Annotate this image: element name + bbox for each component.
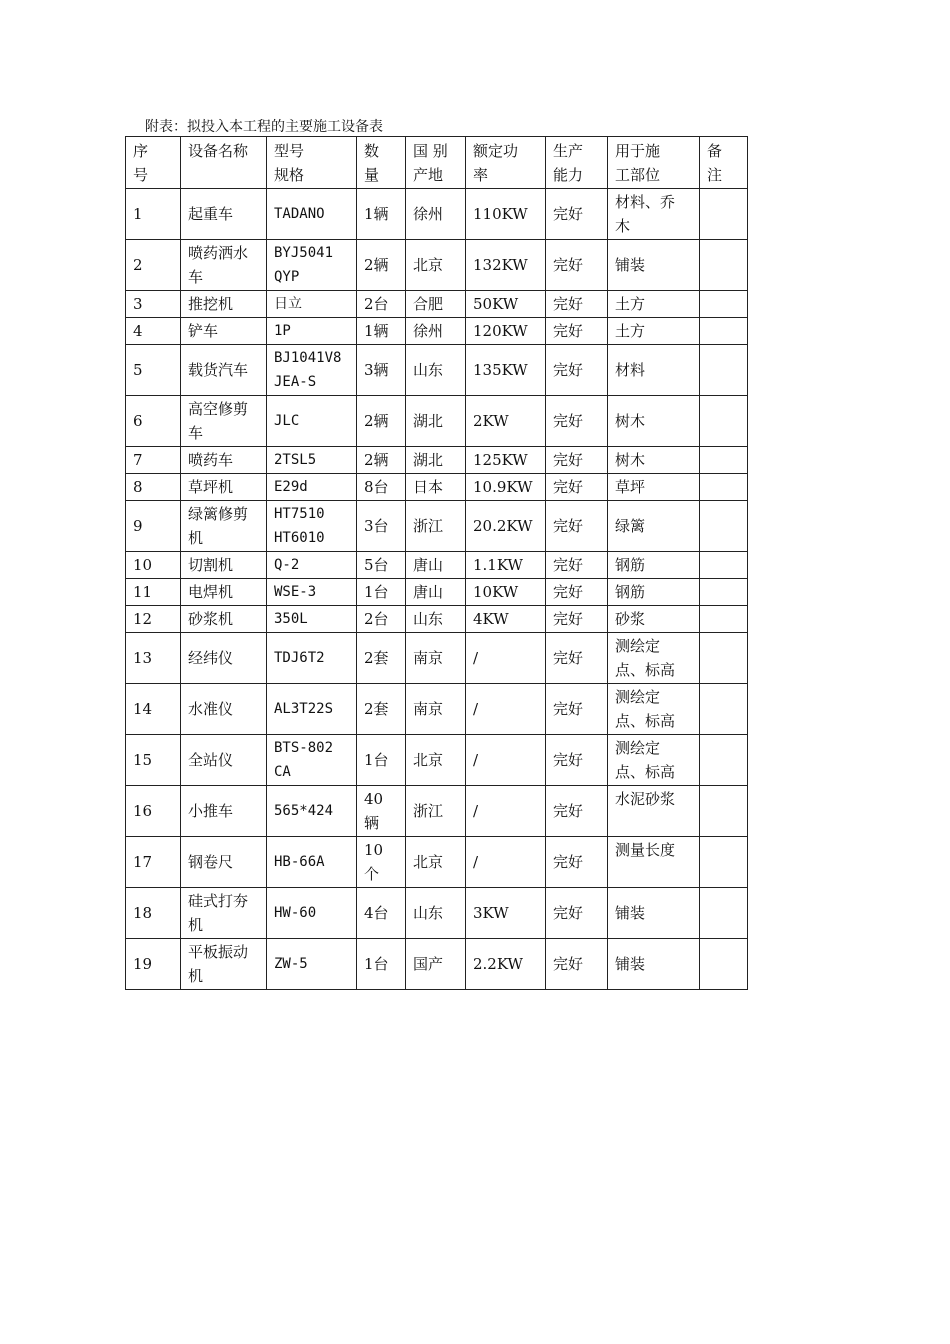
cell-power: 10KW: [466, 579, 546, 606]
cell-name: 推挖机: [181, 291, 267, 318]
table-row: [126, 606, 748, 633]
cell-name: 水准仪: [181, 684, 267, 735]
cell-power: 1.1KW: [466, 552, 546, 579]
table-caption: 附表：拟投入本工程的主要施工设备表: [145, 119, 383, 135]
cell-note: [700, 552, 748, 579]
cell-no: 18: [126, 888, 181, 939]
cell-no: 6: [126, 396, 181, 447]
table-row: [126, 552, 748, 579]
table-row: [126, 318, 748, 345]
cell-no: 8: [126, 474, 181, 501]
cell-note: [700, 345, 748, 396]
table-row: [126, 501, 748, 552]
cell-name: 切割机: [181, 552, 267, 579]
cell-power: 125KW: [466, 447, 546, 474]
cell-power: /: [466, 786, 546, 837]
cell-use: 土方: [608, 291, 700, 318]
header-use: 用于施 工部位: [608, 137, 700, 189]
cell-power: /: [466, 684, 546, 735]
cell-note: [700, 189, 748, 240]
cell-power: 2KW: [466, 396, 546, 447]
cell-origin: 徐州: [406, 189, 466, 240]
cell-spec: TADANO: [267, 189, 357, 240]
cell-no: 4: [126, 318, 181, 345]
cell-origin: 南京: [406, 684, 466, 735]
cell-name: 小推车: [181, 786, 267, 837]
cell-note: [700, 606, 748, 633]
cell-note: [700, 837, 748, 888]
cell-use: 测绘定 点、标高: [608, 684, 700, 735]
cell-origin: 北京: [406, 240, 466, 291]
table-row: [126, 291, 748, 318]
cell-no: 11: [126, 579, 181, 606]
cell-power: 132KW: [466, 240, 546, 291]
cell-power: /: [466, 633, 546, 684]
cell-note: [700, 888, 748, 939]
cell-name: 载货汽车: [181, 345, 267, 396]
cell-origin: 山东: [406, 606, 466, 633]
cell-name: 喷药车: [181, 447, 267, 474]
cell-spec: HW-60: [267, 888, 357, 939]
header-power: 额定功 率: [466, 137, 546, 189]
cell-use: 材料、乔 木: [608, 189, 700, 240]
cell-capacity: 完好: [546, 837, 608, 888]
cell-name: 经纬仪: [181, 633, 267, 684]
cell-qty: 2套: [357, 633, 406, 684]
cell-origin: 唐山: [406, 552, 466, 579]
cell-spec: ZW-5: [267, 939, 357, 990]
cell-name: 高空修剪 车: [181, 396, 267, 447]
cell-capacity: 完好: [546, 888, 608, 939]
table-row: [126, 189, 748, 240]
cell-origin: 国产: [406, 939, 466, 990]
cell-qty: 1辆: [357, 189, 406, 240]
cell-use: 测绘定 点、标高: [608, 633, 700, 684]
cell-qty: 1台: [357, 735, 406, 786]
cell-capacity: 完好: [546, 189, 608, 240]
cell-note: [700, 318, 748, 345]
table-row: [126, 396, 748, 447]
cell-spec: TDJ6T2: [267, 633, 357, 684]
cell-qty: 5台: [357, 552, 406, 579]
cell-note: [700, 786, 748, 837]
cell-capacity: 完好: [546, 735, 608, 786]
cell-capacity: 完好: [546, 240, 608, 291]
cell-note: [700, 447, 748, 474]
cell-qty: 1辆: [357, 318, 406, 345]
cell-note: [700, 240, 748, 291]
cell-spec: BTS-802 CA: [267, 735, 357, 786]
equipment-table: [125, 136, 748, 990]
cell-no: 2: [126, 240, 181, 291]
cell-spec: BYJ5041 QYP: [267, 240, 357, 291]
cell-no: 15: [126, 735, 181, 786]
cell-use: 测量长度: [608, 837, 700, 888]
cell-origin: 浙江: [406, 786, 466, 837]
cell-power: 2.2KW: [466, 939, 546, 990]
cell-power: 50KW: [466, 291, 546, 318]
cell-no: 12: [126, 606, 181, 633]
cell-qty: 2辆: [357, 447, 406, 474]
cell-spec: 1P: [267, 318, 357, 345]
cell-spec: HT7510 HT6010: [267, 501, 357, 552]
cell-name: 砂浆机: [181, 606, 267, 633]
cell-qty: 10 个: [357, 837, 406, 888]
cell-use: 树木: [608, 396, 700, 447]
cell-capacity: 完好: [546, 633, 608, 684]
table-row: [126, 939, 748, 990]
table-row: [126, 684, 748, 735]
header-qty: 数 量: [357, 137, 406, 189]
cell-capacity: 完好: [546, 939, 608, 990]
cell-note: [700, 939, 748, 990]
cell-name: 电焊机: [181, 579, 267, 606]
cell-capacity: 完好: [546, 318, 608, 345]
header-capacity: 生产 能力: [546, 137, 608, 189]
cell-name: 起重车: [181, 189, 267, 240]
cell-origin: 湖北: [406, 396, 466, 447]
cell-note: [700, 735, 748, 786]
header-row: [126, 137, 748, 189]
cell-qty: 2台: [357, 291, 406, 318]
cell-capacity: 完好: [546, 291, 608, 318]
cell-origin: 湖北: [406, 447, 466, 474]
cell-spec: 350L: [267, 606, 357, 633]
cell-note: [700, 291, 748, 318]
cell-spec: AL3T22S: [267, 684, 357, 735]
cell-use: 草坪: [608, 474, 700, 501]
cell-origin: 徐州: [406, 318, 466, 345]
table-row: [126, 345, 748, 396]
cell-use: 砂浆: [608, 606, 700, 633]
cell-use: 绿篱: [608, 501, 700, 552]
cell-no: 5: [126, 345, 181, 396]
cell-use: 铺装: [608, 240, 700, 291]
cell-origin: 日本: [406, 474, 466, 501]
cell-origin: 合肥: [406, 291, 466, 318]
cell-qty: 1台: [357, 939, 406, 990]
cell-origin: 北京: [406, 735, 466, 786]
cell-qty: 2辆: [357, 396, 406, 447]
cell-capacity: 完好: [546, 684, 608, 735]
cell-origin: 山东: [406, 345, 466, 396]
cell-capacity: 完好: [546, 396, 608, 447]
cell-no: 10: [126, 552, 181, 579]
cell-name: 草坪机: [181, 474, 267, 501]
cell-name: 平板振动 机: [181, 939, 267, 990]
cell-qty: 2台: [357, 606, 406, 633]
cell-qty: 1台: [357, 579, 406, 606]
table-row: [126, 579, 748, 606]
cell-no: 9: [126, 501, 181, 552]
table-row: [126, 888, 748, 939]
table-row: [126, 474, 748, 501]
cell-no: 7: [126, 447, 181, 474]
table-row: [126, 735, 748, 786]
cell-qty: 2辆: [357, 240, 406, 291]
header-no: 序 号: [126, 137, 181, 189]
cell-use: 钢筋: [608, 579, 700, 606]
cell-note: [700, 501, 748, 552]
table-row: [126, 240, 748, 291]
cell-qty: 8台: [357, 474, 406, 501]
cell-use: 铺装: [608, 888, 700, 939]
cell-capacity: 完好: [546, 786, 608, 837]
cell-capacity: 完好: [546, 447, 608, 474]
cell-qty: 4台: [357, 888, 406, 939]
cell-name: 铲车: [181, 318, 267, 345]
cell-capacity: 完好: [546, 552, 608, 579]
cell-use: 钢筋: [608, 552, 700, 579]
cell-spec: 日立: [267, 291, 357, 318]
header-spec: 型号 规格: [267, 137, 357, 189]
cell-spec: WSE-3: [267, 579, 357, 606]
cell-spec: HB-66A: [267, 837, 357, 888]
cell-spec: 2TSL5: [267, 447, 357, 474]
cell-note: [700, 579, 748, 606]
header-name: 设备名称: [181, 137, 267, 189]
table-row: [126, 786, 748, 837]
cell-name: 全站仪: [181, 735, 267, 786]
cell-power: 10.9KW: [466, 474, 546, 501]
cell-use: 树木: [608, 447, 700, 474]
table-row: [126, 447, 748, 474]
header-origin: 国 别 产地: [406, 137, 466, 189]
cell-qty: 2套: [357, 684, 406, 735]
cell-no: 14: [126, 684, 181, 735]
cell-spec: BJ1041V8 JEA-S: [267, 345, 357, 396]
cell-note: [700, 684, 748, 735]
cell-origin: 浙江: [406, 501, 466, 552]
cell-origin: 北京: [406, 837, 466, 888]
cell-power: 3KW: [466, 888, 546, 939]
cell-origin: 山东: [406, 888, 466, 939]
cell-capacity: 完好: [546, 579, 608, 606]
cell-name: 钢卷尺: [181, 837, 267, 888]
cell-use: 测绘定 点、标高: [608, 735, 700, 786]
cell-note: [700, 474, 748, 501]
cell-power: 4KW: [466, 606, 546, 633]
cell-qty: 40 辆: [357, 786, 406, 837]
cell-note: [700, 396, 748, 447]
cell-capacity: 完好: [546, 501, 608, 552]
cell-name: 硅式打夯 机: [181, 888, 267, 939]
cell-no: 17: [126, 837, 181, 888]
cell-spec: Q-2: [267, 552, 357, 579]
cell-no: 1: [126, 189, 181, 240]
cell-no: 13: [126, 633, 181, 684]
cell-no: 3: [126, 291, 181, 318]
cell-qty: 3辆: [357, 345, 406, 396]
cell-name: 绿篱修剪 机: [181, 501, 267, 552]
cell-power: /: [466, 735, 546, 786]
cell-spec: 565*424: [267, 786, 357, 837]
cell-note: [700, 633, 748, 684]
cell-spec: JLC: [267, 396, 357, 447]
cell-use: 土方: [608, 318, 700, 345]
cell-no: 16: [126, 786, 181, 837]
cell-qty: 3台: [357, 501, 406, 552]
cell-spec: E29d: [267, 474, 357, 501]
cell-power: 135KW: [466, 345, 546, 396]
cell-name: 喷药洒水 车: [181, 240, 267, 291]
cell-use: 铺装: [608, 939, 700, 990]
cell-capacity: 完好: [546, 606, 608, 633]
cell-power: 110KW: [466, 189, 546, 240]
cell-power: 120KW: [466, 318, 546, 345]
cell-power: 20.2KW: [466, 501, 546, 552]
cell-no: 19: [126, 939, 181, 990]
cell-use: 水泥砂浆: [608, 786, 700, 837]
cell-capacity: 完好: [546, 474, 608, 501]
cell-origin: 南京: [406, 633, 466, 684]
table-row: [126, 837, 748, 888]
cell-origin: 唐山: [406, 579, 466, 606]
header-note: 备 注: [700, 137, 748, 189]
cell-use: 材料: [608, 345, 700, 396]
cell-power: /: [466, 837, 546, 888]
cell-capacity: 完好: [546, 345, 608, 396]
table-row: [126, 633, 748, 684]
